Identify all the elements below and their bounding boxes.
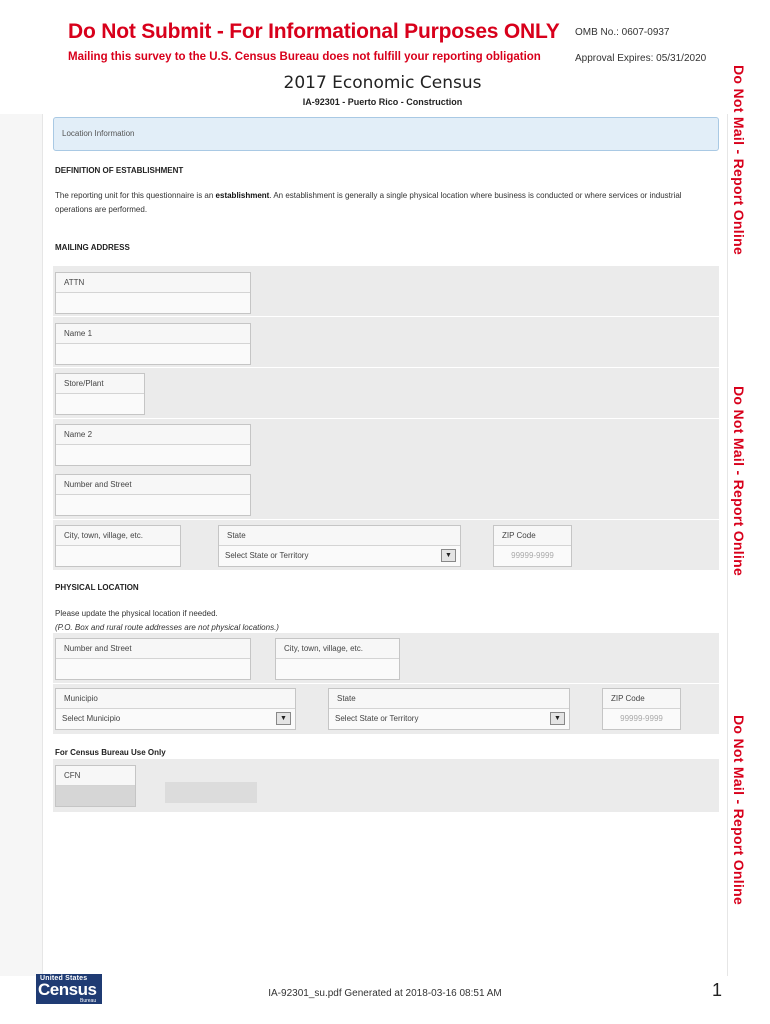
attn-input[interactable]: [56, 293, 250, 313]
mailing-city-field[interactable]: [55, 525, 181, 567]
chevron-down-icon[interactable]: ▼: [276, 712, 291, 725]
census-bureau-logo: United States Census Bureau: [36, 974, 102, 1004]
chevron-down-icon[interactable]: ▼: [550, 712, 565, 725]
municipio-field[interactable]: [55, 688, 296, 730]
attn-label: ATTN: [56, 273, 250, 293]
bureau-use-heading: For Census Bureau Use Only: [55, 748, 166, 757]
cfn-label: CFN: [56, 766, 135, 786]
definition-heading: DEFINITION OF ESTABLISHMENT: [55, 166, 184, 175]
mailing-zip-input[interactable]: 99999-9999: [494, 546, 571, 566]
form-subtitle: IA-92301 - Puerto Rico - Construction: [302, 97, 463, 107]
physical-state-field[interactable]: [328, 688, 570, 730]
physical-city-label: City, town, village, etc.: [276, 639, 399, 659]
physical-zip-field[interactable]: [602, 688, 681, 730]
mailing-city-input[interactable]: [56, 546, 180, 566]
physical-street-input[interactable]: [56, 659, 250, 679]
physical-street-field[interactable]: [55, 638, 251, 680]
page-margin: [0, 114, 42, 976]
mailing-street-input[interactable]: [56, 495, 250, 515]
mailing-zip-field[interactable]: [493, 525, 572, 567]
row-background: [53, 368, 719, 418]
name1-label: Name 1: [56, 324, 250, 344]
form-title: 2017 Economic Census: [283, 73, 482, 93]
definition-text: The reporting unit for this questionnaire is an establishment. An establishment is generally a single physical location where business is conducted or where services or industrial operations are performed.: [55, 191, 682, 214]
side-banner-bottom: Do Not Mail - Report Online: [731, 715, 747, 906]
mailing-state-field[interactable]: [218, 525, 461, 567]
physical-zip-input[interactable]: 99999-9999: [603, 709, 680, 729]
name2-field[interactable]: [55, 424, 251, 466]
mailing-zip-label: ZIP Code: [494, 526, 571, 546]
attn-field[interactable]: [55, 272, 251, 314]
physical-location-heading: PHYSICAL LOCATION: [55, 583, 139, 592]
location-section-header[interactable]: Location Information: [53, 117, 719, 151]
mailing-street-label: Number and Street: [56, 475, 250, 495]
omb-number: OMB No.: 0607-0937: [575, 27, 670, 38]
chevron-down-icon[interactable]: ▼: [441, 549, 456, 562]
physical-city-input[interactable]: [276, 659, 399, 679]
store-plant-field[interactable]: [55, 373, 145, 415]
mailing-state-label: State: [219, 526, 460, 546]
municipio-label: Municipio: [56, 689, 295, 709]
municipio-select[interactable]: Select Municipio ▼: [56, 709, 295, 729]
physical-state-label: State: [329, 689, 569, 709]
mailing-state-select[interactable]: Select State or Territory ▼: [219, 546, 460, 566]
side-banner-top: Do Not Mail - Report Online: [731, 65, 747, 256]
mailing-address-heading: MAILING ADDRESS: [55, 243, 130, 252]
store-plant-label: Store/Plant: [56, 374, 144, 394]
footer-generated: IA-92301_su.pdf Generated at 2018-03-16 08:51 AM: [268, 988, 502, 999]
store-plant-input[interactable]: [56, 394, 144, 414]
row-background: [53, 759, 719, 812]
name1-input[interactable]: [56, 344, 250, 364]
mailing-street-field[interactable]: [55, 474, 251, 516]
warning-subtitle: Mailing this survey to the U.S. Census Bureau does not fulfill your reporting obligation: [68, 51, 541, 63]
name1-field[interactable]: [55, 323, 251, 365]
warning-title: Do Not Submit - For Informational Purposes ONLY: [68, 20, 560, 43]
physical-state-select[interactable]: Select State or Territory ▼: [329, 709, 569, 729]
approval-expiry: Approval Expires: 05/31/2020: [575, 53, 707, 64]
page-number: 1: [712, 980, 723, 1000]
physical-note: Please update the physical location if needed. (P.O. Box and rural route addresses are not physical locations.): [55, 609, 279, 632]
physical-city-field[interactable]: [275, 638, 400, 680]
physical-zip-label: ZIP Code: [603, 689, 680, 709]
physical-street-label: Number and Street: [56, 639, 250, 659]
cfn-input: [56, 786, 135, 806]
name2-input[interactable]: [56, 445, 250, 465]
cfn-field: [55, 765, 136, 807]
mailing-city-label: City, town, village, etc.: [56, 526, 180, 546]
name2-label: Name 2: [56, 425, 250, 445]
bureau-use-box: [165, 782, 257, 803]
side-banner-middle: Do Not Mail - Report Online: [731, 386, 747, 577]
